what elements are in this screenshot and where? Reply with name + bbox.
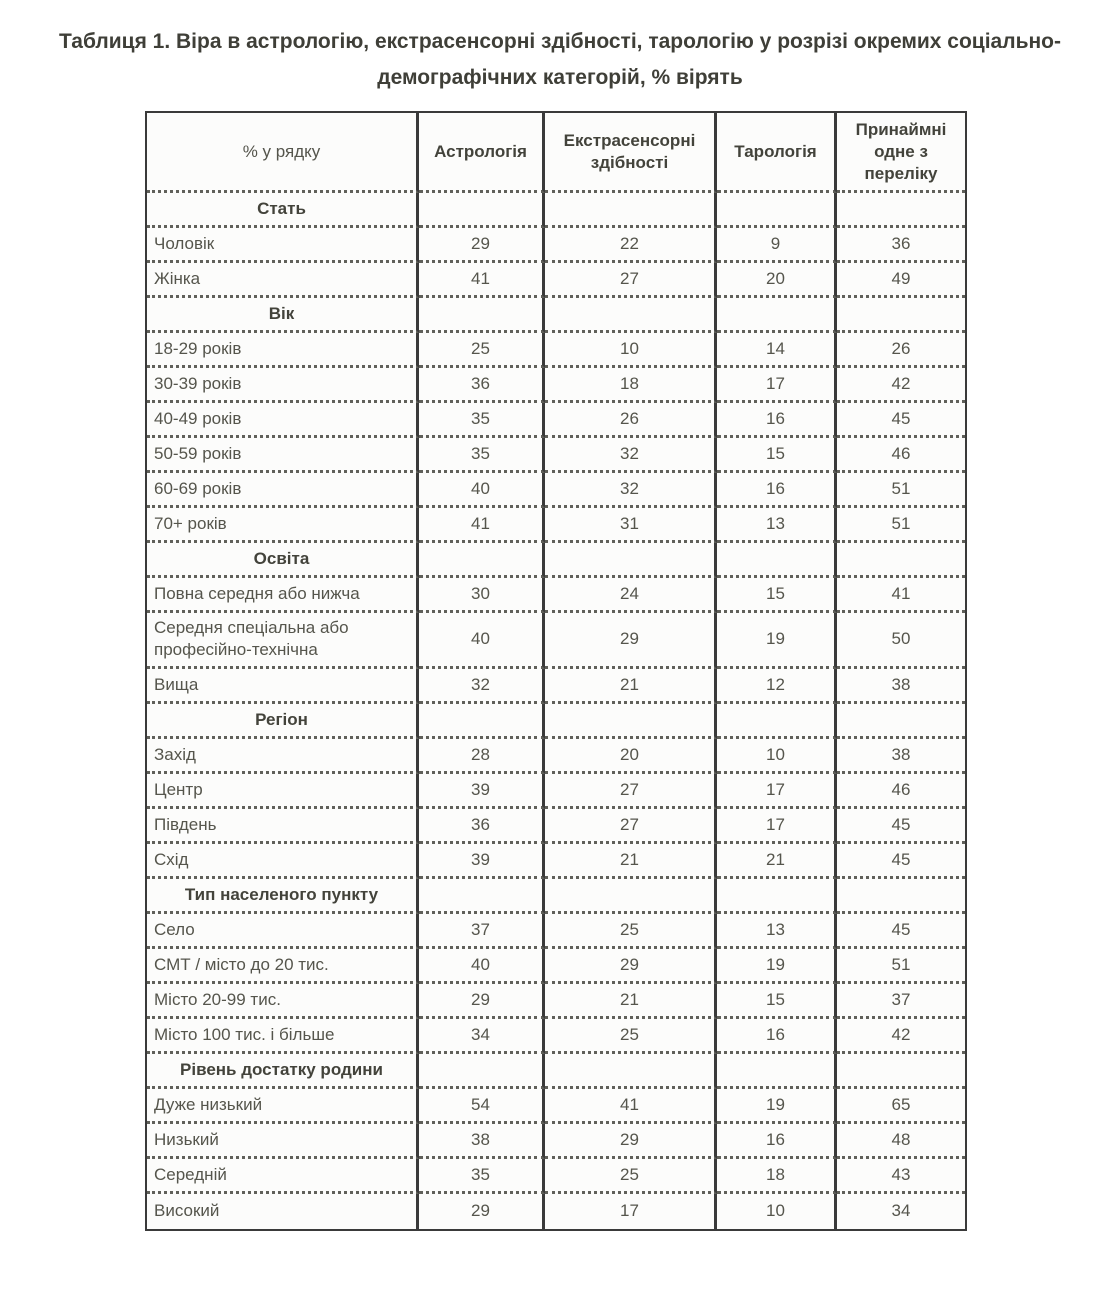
value-cell: 46 [837,774,965,809]
value-cell: 45 [837,914,965,949]
value-cell: 46 [837,438,965,473]
section-label: Освіта [147,543,419,578]
section-label: Рівень достатку родини [147,1054,419,1089]
empty-cell [717,879,837,914]
empty-cell [717,298,837,333]
value-cell: 15 [717,984,837,1019]
table-row [147,984,965,1019]
table-row [147,844,965,879]
value-cell: 21 [717,844,837,879]
table-row [147,228,965,263]
value-cell: 14 [717,333,837,368]
row-label: 18-29 років [147,333,419,368]
value-cell: 10 [545,333,717,368]
column-header: Астрологія [419,113,545,193]
value-cell: 38 [837,669,965,704]
table-row [147,403,965,438]
table-row [147,508,965,543]
value-cell: 51 [837,508,965,543]
empty-cell [717,1054,837,1089]
row-label: Низький [147,1124,419,1159]
table-row [147,949,965,984]
value-cell: 38 [837,739,965,774]
value-cell: 20 [717,263,837,298]
value-cell: 10 [717,739,837,774]
value-cell: 51 [837,473,965,508]
row-label: Центр [147,774,419,809]
value-cell: 10 [717,1194,837,1229]
empty-cell [545,1054,717,1089]
table-row [147,1124,965,1159]
value-cell: 34 [891,1201,911,1221]
value-cell: 45 [837,809,965,844]
value-cell: 45 [837,403,965,438]
row-label: СМТ / місто до 20 тис. [147,949,419,984]
empty-cell [837,704,965,739]
value-cell: 29 [545,613,717,668]
table-row [147,1194,965,1229]
value-cell: 29 [545,949,717,984]
empty-cell [545,704,717,739]
table-row [147,578,965,613]
row-label: Село [147,914,419,949]
table-row [147,473,965,508]
empty-cell [717,704,837,739]
table-row [147,809,965,844]
value-cell: 27 [545,774,717,809]
table-row [147,613,965,668]
value-cell: 29 [419,1194,545,1229]
value-cell: 39 [419,844,545,879]
table-header [147,113,965,193]
value-cell: 26 [837,333,965,368]
column-header: Екстрасенсорні здібності [545,113,717,193]
table-row [147,1159,965,1194]
empty-cell [837,298,965,333]
value-cell: 40 [419,949,545,984]
row-label: Високий [147,1194,419,1229]
empty-cell [545,193,717,228]
value-cell: 19 [717,613,837,668]
row-label: Жінка [147,263,419,298]
belief-table [145,111,967,1230]
empty-cell [717,193,837,228]
value-cell: 41 [545,1089,717,1124]
section-row [147,543,965,578]
value-cell: 13 [717,914,837,949]
table-body [147,193,965,1228]
value-cell: 42 [837,368,965,403]
value-cell: 48 [837,1124,965,1159]
empty-cell [419,193,545,228]
value-cell: 35 [419,1159,545,1194]
value-cell: 26 [545,403,717,438]
value-cell: 36 [419,809,545,844]
row-label: Вища [147,669,419,704]
value-cell: 37 [419,914,545,949]
value-cell: 17 [545,1194,717,1229]
value-cell: 36 [837,228,965,263]
value-cell: 21 [545,669,717,704]
value-cell: 21 [545,984,717,1019]
row-label: Чоловік [147,228,419,263]
value-cell: 43 [837,1159,965,1194]
row-label: Повна середня або нижча [147,578,419,613]
table-row [147,438,965,473]
table-caption: Таблиця 1. Віра в астрологію, екстрасенсорні здібності, тарологію у розрізі окремих соціально-демографічних категорій, % вірять [58,30,1061,89]
value-cell: 42 [837,1019,965,1054]
section-row [147,704,965,739]
table-row [147,914,965,949]
value-cell: 30 [419,578,545,613]
value-cell: 45 [837,844,965,879]
table-row [147,368,965,403]
row-label: Середній [147,1159,419,1194]
empty-cell [419,298,545,333]
value-cell: 16 [717,1124,837,1159]
section-row [147,1054,965,1089]
value-cell: 17 [717,809,837,844]
value-cell: 22 [545,228,717,263]
value-cell: 29 [545,1124,717,1159]
value-cell: 32 [419,669,545,704]
table-row [147,1089,965,1124]
value-cell: 17 [717,774,837,809]
row-label: Захід [147,739,419,774]
row-label-column-header: % у рядку [147,113,419,193]
row-label: 30-39 років [147,368,419,403]
row-label: 70+ років [147,508,419,543]
value-cell: 29 [419,984,545,1019]
value-cell: 20 [545,739,717,774]
value-cell: 25 [545,1019,717,1054]
value-cell: 18 [545,368,717,403]
value-cell: 29 [419,228,545,263]
table-row [147,774,965,809]
table-row [147,669,965,704]
empty-cell [837,1054,965,1089]
value-cell: 28 [419,739,545,774]
empty-cell [545,298,717,333]
value-cell: 50 [837,613,965,668]
column-header: Принаймні одне з переліку [837,113,965,193]
empty-cell [419,704,545,739]
value-cell: 27 [545,809,717,844]
value-cell: 25 [545,914,717,949]
empty-cell [545,879,717,914]
value-cell: 49 [837,263,965,298]
value-cell: 41 [419,263,545,298]
value-cell: 32 [545,438,717,473]
column-header: Тарологія [717,113,837,193]
value-cell: 41 [419,508,545,543]
value-cell: 51 [837,949,965,984]
empty-cell [419,543,545,578]
section-row [147,193,965,228]
table-row [147,333,965,368]
value-cell: 40 [419,473,545,508]
row-label: Середня спеціальна або професійно-технічна [147,613,419,668]
empty-cell [837,879,965,914]
value-cell: 38 [419,1124,545,1159]
value-cell: 16 [717,403,837,438]
value-cell: 41 [837,578,965,613]
value-cell: 32 [545,473,717,508]
value-cell: 35 [419,438,545,473]
value-cell: 12 [717,669,837,704]
value-cell: 65 [837,1089,965,1124]
table-row [147,739,965,774]
value-cell: 25 [545,1159,717,1194]
value-cell: 13 [717,508,837,543]
value-cell: 15 [717,578,837,613]
value-cell: 25 [419,333,545,368]
empty-cell [837,193,965,228]
value-cell: 17 [717,368,837,403]
value-cell: 31 [545,508,717,543]
value-cell: 15 [717,438,837,473]
row-label: 40-49 років [147,403,419,438]
empty-cell [419,879,545,914]
empty-cell [717,543,837,578]
empty-cell [545,543,717,578]
section-label: Регіон [147,704,419,739]
section-label: Тип населеного пункту [147,879,419,914]
value-cell: 16 [717,1019,837,1054]
row-label: 60-69 років [147,473,419,508]
row-label: Схід [147,844,419,879]
value-cell: 27 [545,263,717,298]
section-row [147,879,965,914]
header-row [147,113,965,193]
page [0,24,1120,1304]
value-cell: 19 [717,949,837,984]
value-cell: 21 [545,844,717,879]
table-row [147,263,965,298]
value-cell: 54 [419,1089,545,1124]
value-cell: 36 [419,368,545,403]
value-cell: 34 [419,1019,545,1054]
row-label: Місто 20-99 тис. [147,984,419,1019]
row-label: 50-59 років [147,438,419,473]
table-row [147,1019,965,1054]
value-cell: 39 [419,774,545,809]
row-label: Південь [147,809,419,844]
empty-cell [837,543,965,578]
value-cell: 16 [717,473,837,508]
empty-cell [419,1054,545,1089]
value-cell: 24 [545,578,717,613]
row-label: Дуже низький [147,1089,419,1124]
row-label: Місто 100 тис. і більше [147,1019,419,1054]
value-cell: 9 [717,228,837,263]
value-cell: 40 [419,613,545,668]
section-label: Вік [147,298,419,333]
section-label: Стать [147,193,419,228]
value-cell: 35 [419,403,545,438]
value-cell: 18 [717,1159,837,1194]
value-cell: 19 [717,1089,837,1124]
section-row [147,298,965,333]
value-cell: 37 [837,984,965,1019]
